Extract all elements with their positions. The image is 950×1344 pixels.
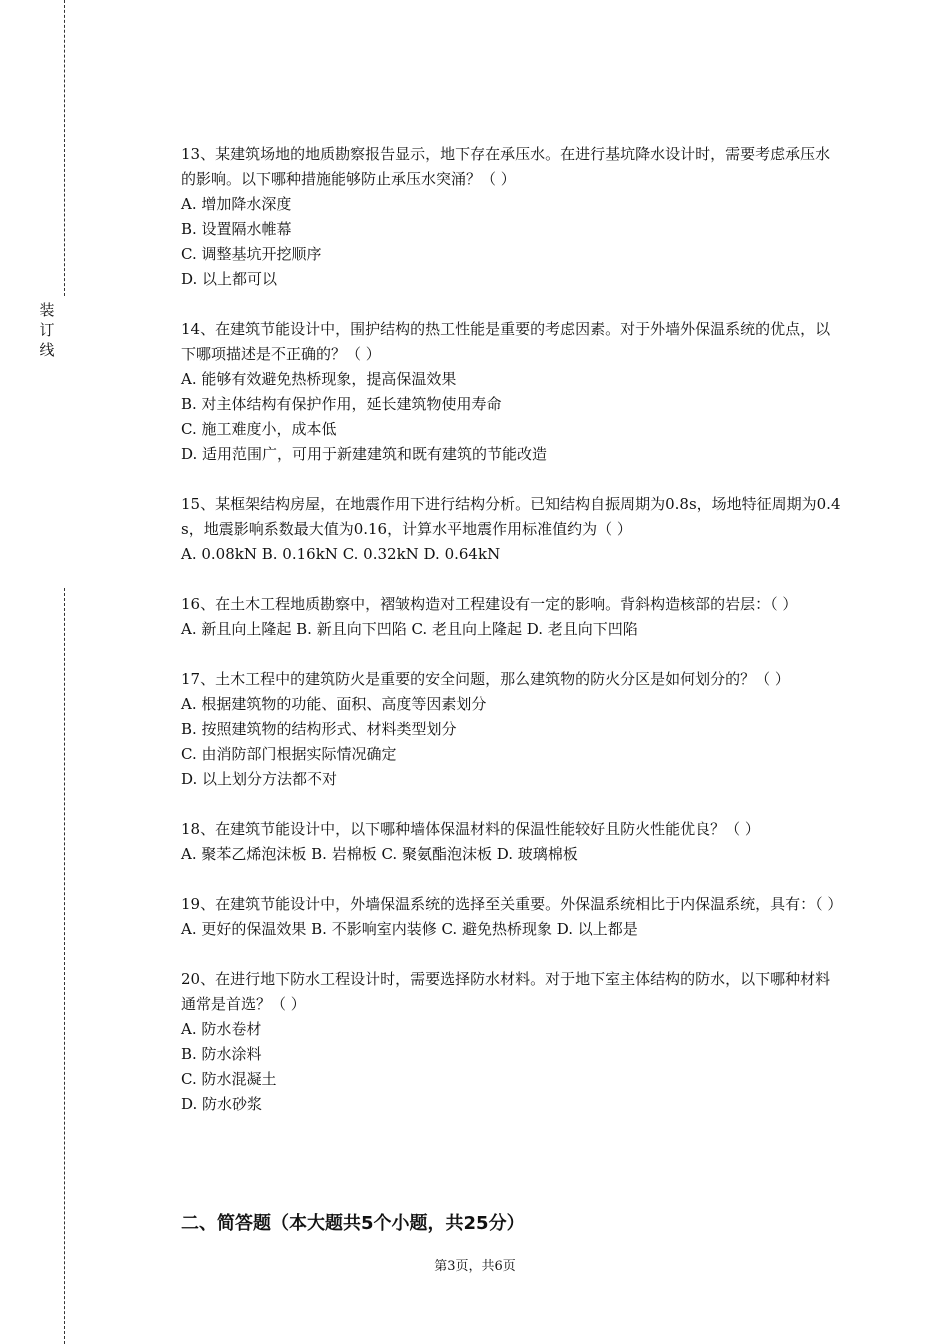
option: A. 增加降水深度 (181, 195, 292, 213)
question-stem: 19、在建筑节能设计中，外墙保温系统的选择至关重要。外保温系统相比于内保温系统，具有：（ ） (181, 895, 843, 913)
option: A. 根据建筑物的功能、面积、高度等因素划分 (181, 695, 487, 713)
option: C. 调整基坑开挖顺序 (181, 245, 322, 263)
binding-char: 线 (39, 341, 55, 359)
question-13 (181, 142, 841, 292)
binding-line-top (64, 0, 65, 296)
question-list (181, 142, 841, 1142)
section-title: 二、简答题（本大题共5个小题，共25分） (181, 1213, 525, 1234)
question-stem: 18、在建筑节能设计中，以下哪种墙体保温材料的保温性能较好且防火性能优良？（ ） (181, 820, 760, 838)
question-stem: 13、某建筑场地的地质勘察报告显示，地下存在承压水。在进行基坑降水设计时，需要考虑承压水的影响。以下哪种措施能够防止承压水突涌？（ ） (181, 145, 831, 188)
option: D. 以上都可以 (181, 270, 278, 288)
option: C. 由消防部门根据实际情况确定 (181, 745, 397, 763)
option: D. 以上划分方法都不对 (181, 770, 338, 788)
option: B. 对主体结构有保护作用，延长建筑物使用寿命 (181, 395, 502, 413)
question-15 (181, 492, 841, 567)
option: B. 防水涂料 (181, 1045, 262, 1063)
question-stem: 15、某框架结构房屋，在地震作用下进行结构分析。已知结构自振周期为0.8s，场地特征周期为0.4s，地震影响系数最大值为0.16，计算水平地震作用标准值约为（ ） (181, 495, 841, 538)
question-stem: 20、在进行地下防水工程设计时，需要选择防水材料。对于地下室主体结构的防水，以下哪种材料通常是首选？（ ） (181, 970, 831, 1013)
binding-char: 订 (39, 321, 55, 339)
binding-char: 装 (39, 301, 55, 319)
option: A. 聚苯乙烯泡沫板 B. 岩棉板 C. 聚氨酯泡沫板 D. 玻璃棉板 (181, 845, 578, 863)
option: A. 新且向上隆起 B. 新且向下凹陷 C. 老且向上隆起 D. 老且向下凹陷 (181, 620, 638, 638)
page-footer: 第3页，共6页 (434, 1259, 516, 1274)
question-18 (181, 817, 841, 867)
option: A. 防水卷材 (181, 1020, 262, 1038)
binding-label (36, 300, 58, 360)
option: C. 施工难度小，成本低 (181, 420, 337, 438)
option: B. 设置隔水帷幕 (181, 220, 292, 238)
option: D. 适用范围广，可用于新建建筑和既有建筑的节能改造 (181, 445, 548, 463)
option: B. 按照建筑物的结构形式、材料类型划分 (181, 720, 457, 738)
question-stem: 14、在建筑节能设计中，围护结构的热工性能是重要的考虑因素。对于外墙外保温系统的优点，以下哪项描述是不正确的？（ ） (181, 320, 831, 363)
option: A. 0.08kN B. 0.16kN C. 0.32kN D. 0.64kN (181, 545, 501, 563)
question-stem: 17、土木工程中的建筑防火是重要的安全问题，那么建筑物的防火分区是如何划分的？（ ） (181, 670, 790, 688)
option: A. 能够有效避免热桥现象，提高保温效果 (181, 370, 457, 388)
binding-line-bottom (64, 588, 65, 1344)
question-17 (181, 667, 841, 792)
option: D. 防水砂浆 (181, 1095, 263, 1113)
option: C. 防水混凝土 (181, 1070, 277, 1088)
question-14 (181, 317, 841, 467)
question-16 (181, 592, 841, 642)
question-stem: 16、在土木工程地质勘察中，褶皱构造对工程建设有一定的影响。背斜构造核部的岩层：（ ） (181, 595, 798, 613)
option: A. 更好的保温效果 B. 不影响室内装修 C. 避免热桥现象 D. 以上都是 (181, 920, 638, 938)
question-20 (181, 967, 841, 1117)
question-19 (181, 892, 841, 942)
